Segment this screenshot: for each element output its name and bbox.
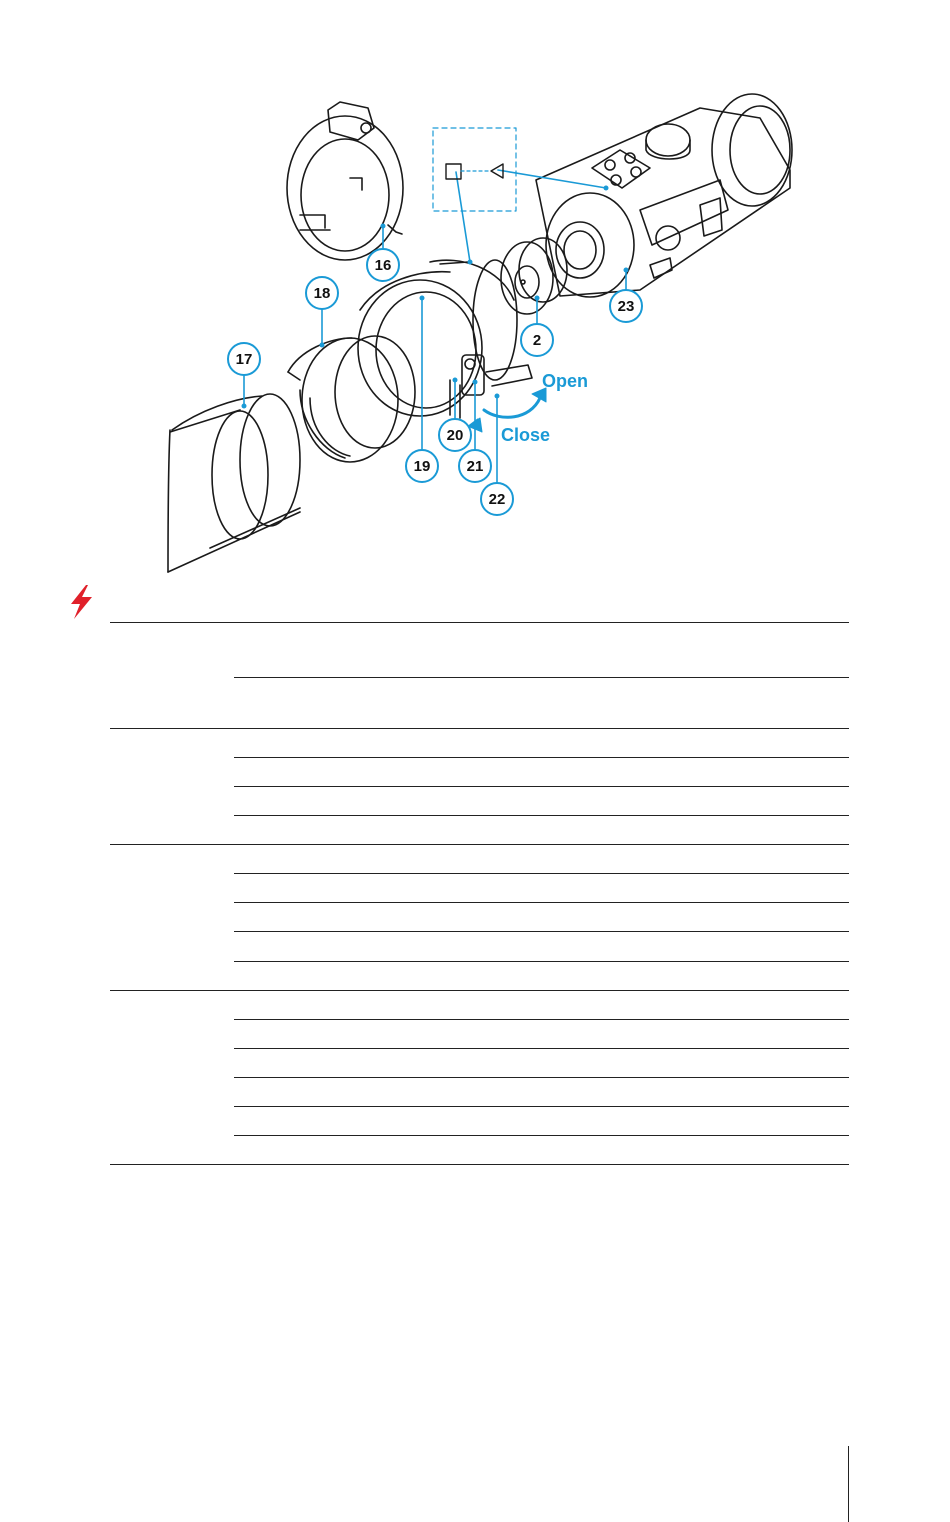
callout-2 (521, 324, 553, 356)
adapter-mount (358, 260, 532, 418)
page-margin-rule (848, 1446, 849, 1522)
svg-text:21: 21 (466, 458, 484, 475)
table-row-rule (234, 815, 849, 816)
table-bottom-rule (110, 1164, 849, 1165)
table-row-rule (234, 873, 849, 874)
open-label: Open (542, 371, 589, 391)
table-row-rule (234, 931, 849, 932)
scope-tube (168, 394, 300, 572)
exploded-view-diagram (0, 0, 950, 600)
callout-23 (610, 290, 642, 322)
table-row-rule (234, 786, 849, 787)
table-row-rule (234, 1019, 849, 1020)
table-row-rule (234, 677, 849, 678)
table-row-rule (234, 1135, 849, 1136)
callout-20 (439, 419, 471, 451)
table-row-rule (234, 961, 849, 962)
table-group-rule (110, 622, 849, 623)
svg-text:17: 17 (235, 351, 253, 368)
svg-text:20: 20 (446, 427, 464, 444)
close-label: Close (501, 425, 551, 445)
callout-18 (306, 277, 338, 309)
table-group-rule (110, 844, 849, 845)
svg-text:19: 19 (413, 458, 431, 475)
eyepiece-adapter (501, 238, 567, 314)
callout-19 (406, 450, 438, 482)
table-row-rule (234, 1048, 849, 1049)
table-row-rule (234, 902, 849, 903)
table-group-rule (110, 728, 849, 729)
table-row-rule (234, 1106, 849, 1107)
callout-leaders (244, 170, 626, 484)
svg-text:23: 23 (617, 298, 635, 315)
svg-text:22: 22 (488, 491, 506, 508)
detail-frame (433, 128, 516, 211)
svg-text:18: 18 (313, 285, 331, 302)
table-group-rule (110, 990, 849, 991)
lightning-bolt-icon (66, 584, 96, 620)
table-row-rule (234, 757, 849, 758)
lens-cap (287, 102, 403, 260)
callout-16 (367, 249, 399, 281)
device-body (536, 94, 792, 297)
callout-22 (481, 483, 513, 515)
table-row-rule (234, 1077, 849, 1078)
callout-17 (228, 343, 260, 375)
svg-text:2: 2 (532, 332, 542, 349)
svg-text:16: 16 (374, 257, 392, 274)
adapter-rings (288, 336, 415, 462)
callout-21 (459, 450, 491, 482)
